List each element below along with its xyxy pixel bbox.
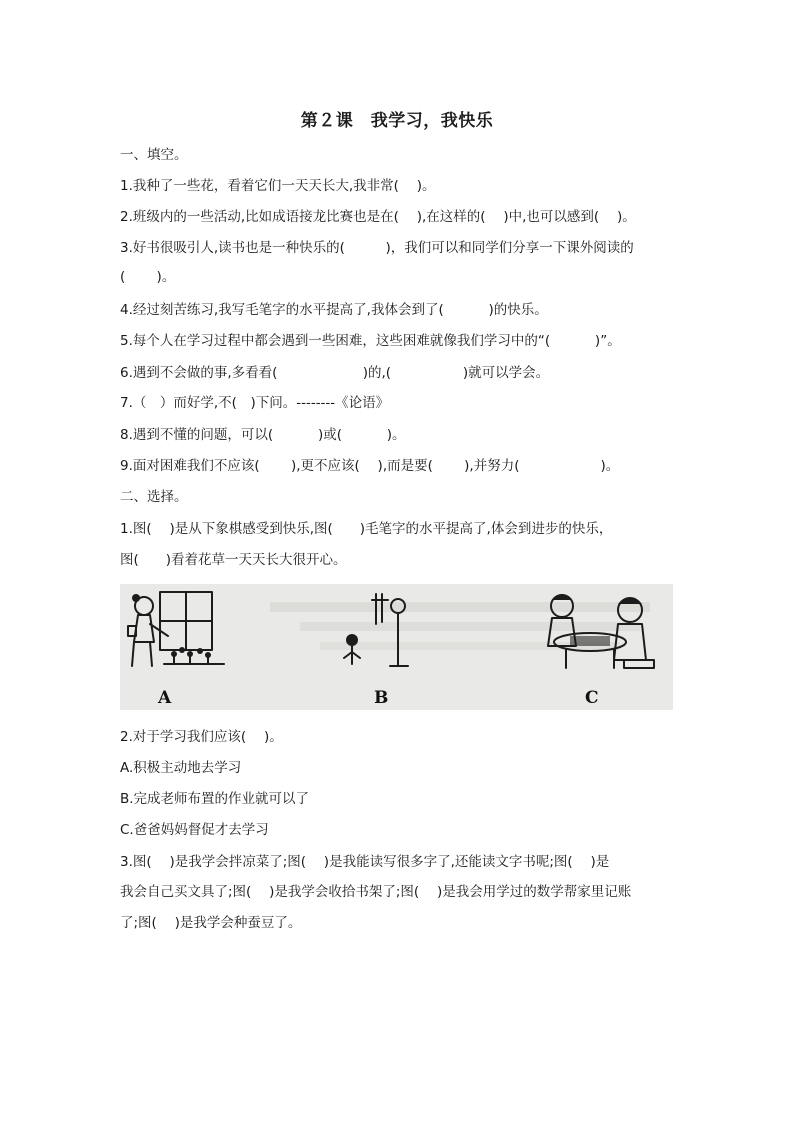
- figure-label-b: B: [374, 688, 389, 708]
- choice-q1-line-1: 1.图( )是从下象棋感受到快乐,图( )毛笔字的水平提高了,体会到进步的快乐，: [120, 521, 613, 537]
- fill-blank-item-3-continued: ( )。: [120, 269, 176, 285]
- fill-blank-item-4: 4.经过刻苦练习,我写毛笔字的水平提高了,我体会到了( )的快乐。: [120, 302, 548, 318]
- section-heading-choice: 二、选择。: [120, 489, 188, 505]
- figure-label-a: A: [158, 688, 172, 708]
- fill-blank-item-6: 6.遇到不会做的事,多看看( )的,( )就可以学会。: [120, 365, 550, 381]
- choice-q3-line-2: 我会自己买文具了;图( )是我学会收拾书架了;图( )是我会用学过的数学帮家里记账: [120, 884, 632, 900]
- fill-blank-item-1: 1.我种了一些花，看着它们一天天长大,我非常( )。: [120, 178, 436, 194]
- choice-q3-line-3: 了;图( )是我学会种蚕豆了。: [120, 915, 302, 931]
- choice-q2-option-c: C.爸爸妈妈督促才去学习: [120, 822, 269, 838]
- choice-q2: 2.对于学习我们应该( )。: [120, 729, 283, 745]
- fill-blank-item-3: 3.好书很吸引人,读书也是一种快乐的( )，我们可以和同学们分享一下课外阅读的: [120, 240, 634, 256]
- figure-label-c: C: [585, 688, 599, 708]
- scene-a-watering-flowers: [128, 592, 224, 666]
- page-title: 第２课 我学习，我快乐: [300, 111, 494, 131]
- choice-q1-line-2: 图( )看着花草一天天长大很开心。: [120, 552, 347, 568]
- section-heading-fill-blank: 一、填空。: [120, 147, 188, 163]
- fill-blank-item-5: 5.每个人在学习过程中都会遇到一些困难，这些困难就像我们学习中的“( )”。: [120, 333, 621, 349]
- choice-q2-option-b: B.完成老师布置的作业就可以了: [120, 791, 310, 807]
- fill-blank-item-7: 7.（ ）而好学,不( )下问。--------《论语》: [120, 395, 390, 411]
- choice-q2-option-a: A.积极主动地去学习: [120, 760, 242, 776]
- fill-blank-item-8: 8.遇到不懂的问题，可以( )或( )。: [120, 427, 406, 443]
- choice-q3-line-1: 3.图( )是我学会拌凉菜了;图( )是我能读写很多字了,还能读文字书呢;图( )是: [120, 854, 610, 870]
- fill-blank-item-9: 9.面对困难我们不应该( ),更不应该( ),而是要( ),并努力( )。: [120, 458, 620, 474]
- fill-blank-item-2: 2.班级内的一些活动,比如成语接龙比赛也是在( ),在这样的( )中,也可以感到( )。: [120, 209, 636, 225]
- illustration-figure: [120, 584, 673, 710]
